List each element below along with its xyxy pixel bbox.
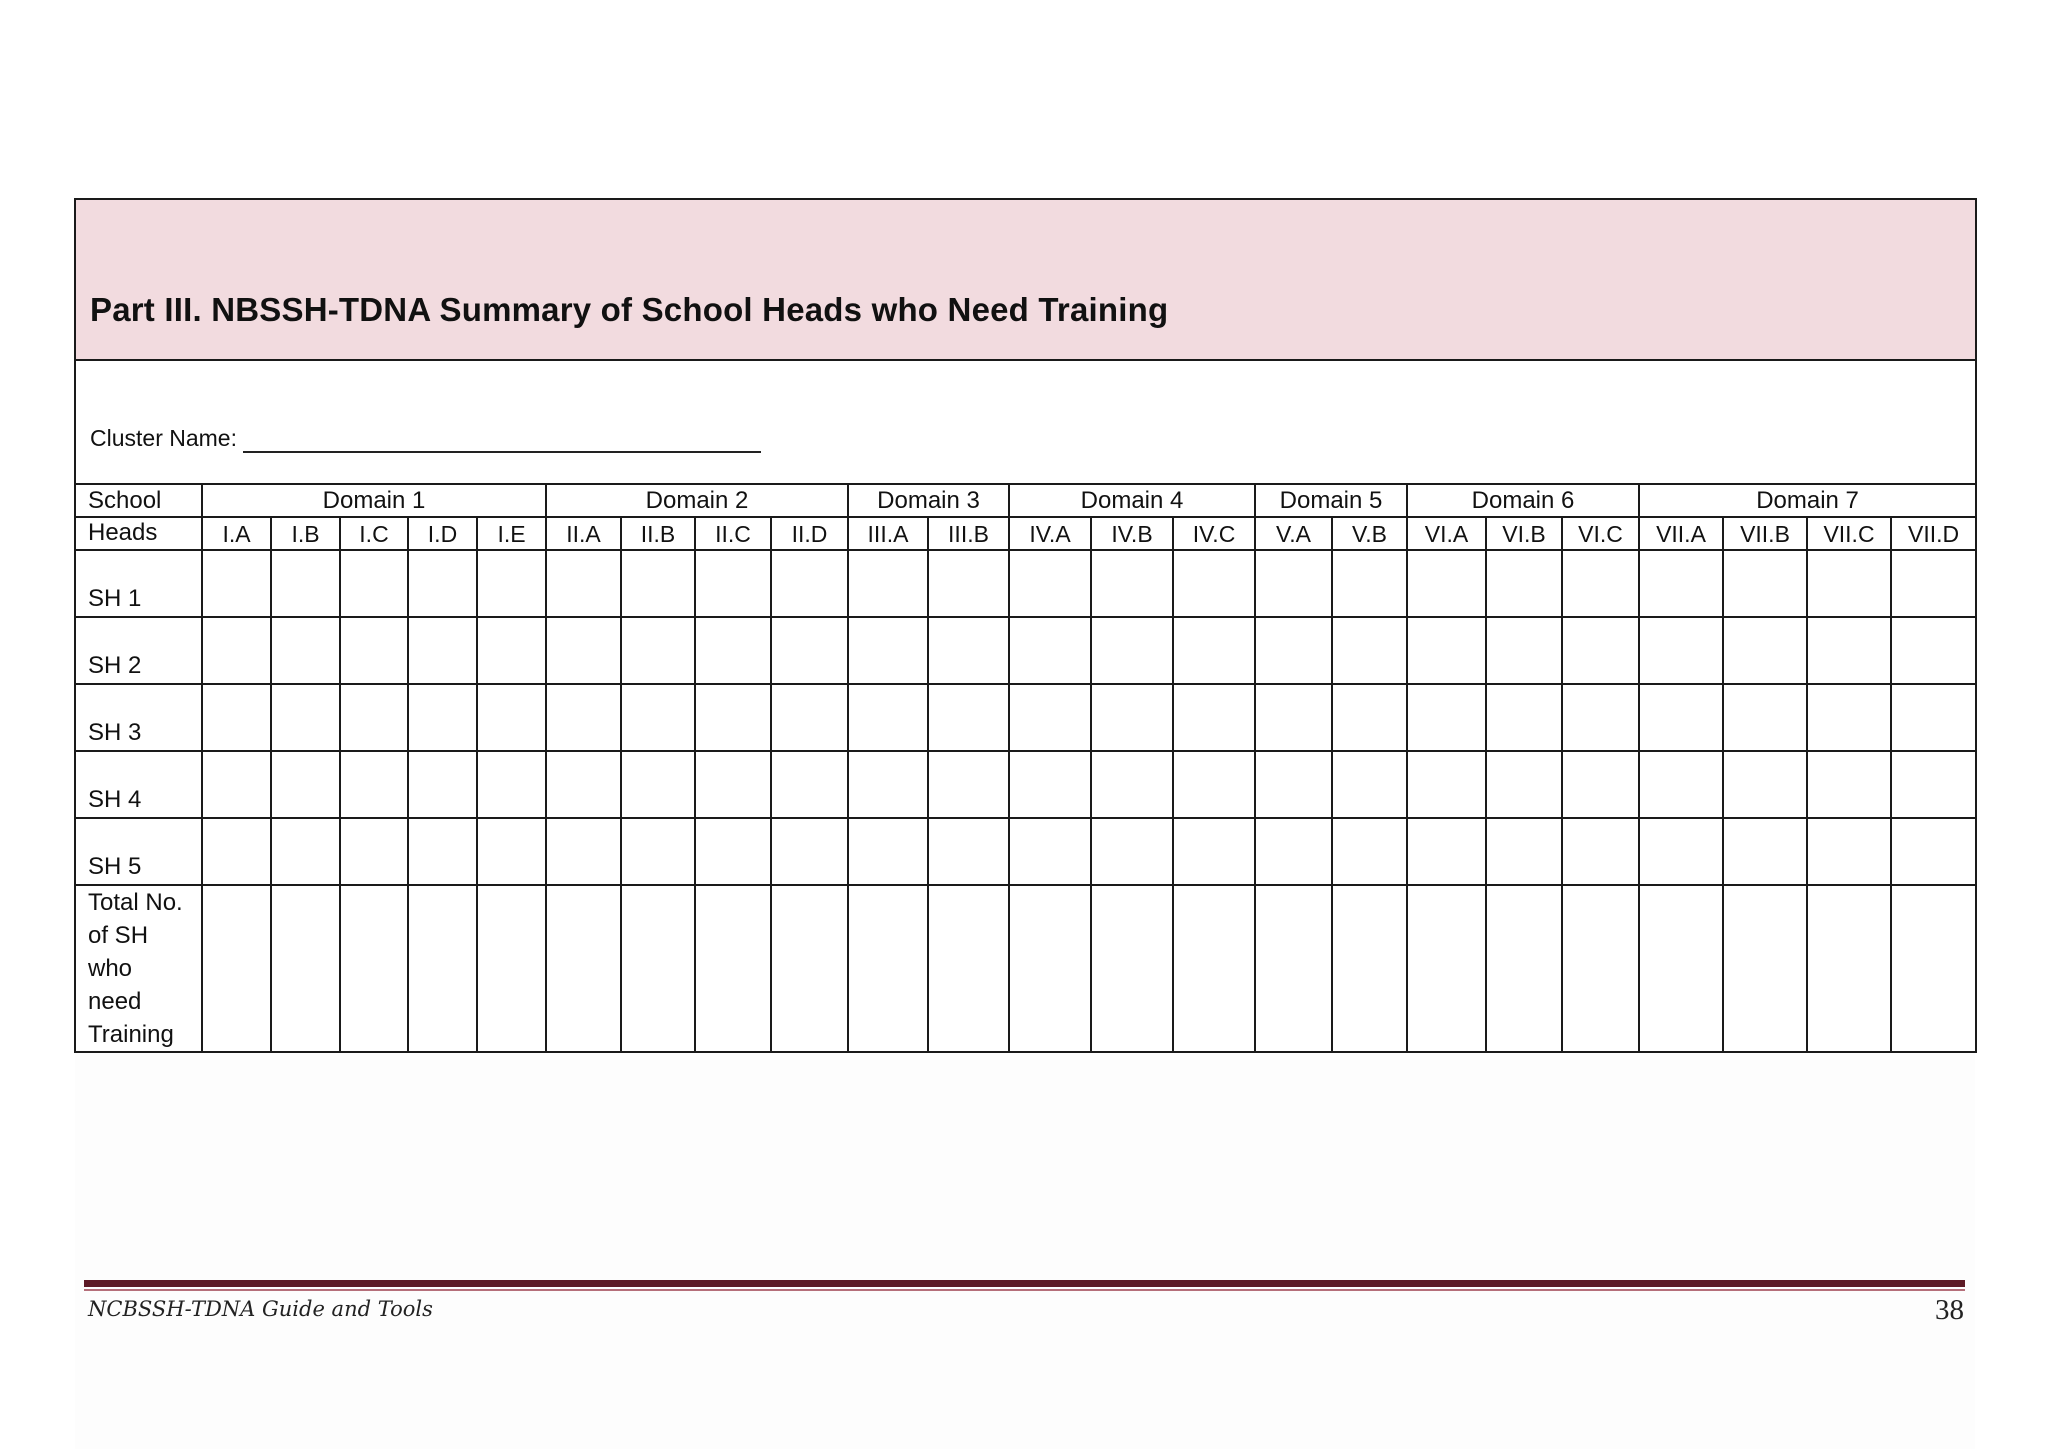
total-entry-cell[interactable] xyxy=(1486,885,1562,1052)
entry-cell[interactable] xyxy=(848,751,928,818)
entry-cell[interactable] xyxy=(1891,684,1976,751)
entry-cell[interactable] xyxy=(1255,550,1332,617)
table-row xyxy=(75,550,1976,617)
total-label xyxy=(75,885,202,1052)
entry-cell[interactable] xyxy=(928,684,1009,751)
total-label-line: who xyxy=(88,955,133,982)
competency-code-header: I.C xyxy=(340,517,408,550)
entry-cell[interactable] xyxy=(1407,751,1486,818)
cluster-name-row xyxy=(75,360,1976,484)
competency-code-header: II.A xyxy=(546,517,621,550)
entry-cell[interactable] xyxy=(408,818,477,885)
total-entry-cell[interactable] xyxy=(1891,885,1976,1052)
entry-cell[interactable] xyxy=(1486,684,1562,751)
school-head-label: SH 1 xyxy=(75,550,202,617)
entry-cell[interactable] xyxy=(1255,818,1332,885)
competency-code-header: VII.A xyxy=(1639,517,1723,550)
total-entry-cell[interactable] xyxy=(1723,885,1807,1052)
total-entry-cell[interactable] xyxy=(621,885,695,1052)
entry-cell[interactable] xyxy=(546,818,621,885)
entry-cell[interactable] xyxy=(477,751,546,818)
competency-code-header: V.B xyxy=(1332,517,1407,550)
entry-cell[interactable] xyxy=(1562,818,1639,885)
total-entry-cell[interactable] xyxy=(1639,885,1723,1052)
entry-cell[interactable] xyxy=(1891,818,1976,885)
entry-cell[interactable] xyxy=(1723,751,1807,818)
entry-cell[interactable] xyxy=(546,550,621,617)
entry-cell[interactable] xyxy=(1407,818,1486,885)
entry-cell[interactable] xyxy=(771,550,848,617)
entry-cell[interactable] xyxy=(1332,751,1407,818)
competency-code-header: VI.B xyxy=(1486,517,1562,550)
entry-cell[interactable] xyxy=(1009,818,1091,885)
competency-code-header: VII.C xyxy=(1807,517,1891,550)
total-entry-cell[interactable] xyxy=(1807,885,1891,1052)
entry-cell[interactable] xyxy=(1009,684,1091,751)
total-label-line: need xyxy=(88,988,142,1015)
entry-cell[interactable] xyxy=(1332,617,1407,684)
entry-cell[interactable] xyxy=(1562,751,1639,818)
entry-cell[interactable] xyxy=(1091,684,1173,751)
domain-header: Domain 6 xyxy=(1407,484,1639,517)
entry-cell[interactable] xyxy=(1891,550,1976,617)
total-entry-cell[interactable] xyxy=(546,885,621,1052)
competency-code-header: VI.A xyxy=(1407,517,1486,550)
table-row xyxy=(75,617,1976,684)
total-entry-cell[interactable] xyxy=(1407,885,1486,1052)
total-entry-cell[interactable] xyxy=(1255,885,1332,1052)
entry-cell[interactable] xyxy=(695,684,771,751)
entry-cell[interactable] xyxy=(771,818,848,885)
entry-cell[interactable] xyxy=(1562,684,1639,751)
entry-cell[interactable] xyxy=(477,550,546,617)
entry-cell[interactable] xyxy=(1407,617,1486,684)
domain-header: Domain 1 xyxy=(202,484,546,517)
school-head-label: SH 5 xyxy=(75,818,202,885)
total-entry-cell[interactable] xyxy=(1562,885,1639,1052)
page-background xyxy=(75,1050,1975,1449)
entry-cell[interactable] xyxy=(1807,550,1891,617)
entry-cell[interactable] xyxy=(340,550,408,617)
entry-cell[interactable] xyxy=(202,617,271,684)
summary-table xyxy=(74,198,1977,1053)
entry-cell[interactable] xyxy=(621,550,695,617)
entry-cell[interactable] xyxy=(1639,751,1723,818)
entry-cell[interactable] xyxy=(271,751,340,818)
total-label-line: Total No. xyxy=(88,889,183,916)
entry-cell[interactable] xyxy=(271,617,340,684)
competency-code-header: II.D xyxy=(771,517,848,550)
table-row xyxy=(75,818,1976,885)
competency-code-header: IV.B xyxy=(1091,517,1173,550)
school-heads-header-line1: School xyxy=(75,484,202,517)
entry-cell[interactable] xyxy=(408,751,477,818)
entry-cell[interactable] xyxy=(1091,751,1173,818)
domain-header: Domain 4 xyxy=(1009,484,1255,517)
entry-cell[interactable] xyxy=(1173,751,1255,818)
competency-code-header: III.A xyxy=(848,517,928,550)
entry-cell[interactable] xyxy=(621,818,695,885)
entry-cell[interactable] xyxy=(1562,550,1639,617)
total-entry-cell[interactable] xyxy=(271,885,340,1052)
entry-cell[interactable] xyxy=(695,550,771,617)
entry-cell[interactable] xyxy=(848,550,928,617)
entry-cell[interactable] xyxy=(1639,818,1723,885)
competency-code-header: II.B xyxy=(621,517,695,550)
entry-cell[interactable] xyxy=(340,617,408,684)
entry-cell[interactable] xyxy=(1173,818,1255,885)
entry-cell[interactable] xyxy=(1091,617,1173,684)
entry-cell[interactable] xyxy=(202,550,271,617)
competency-code-header: V.A xyxy=(1255,517,1332,550)
entry-cell[interactable] xyxy=(1723,684,1807,751)
competency-code-header: I.D xyxy=(408,517,477,550)
competency-code-header: VII.D xyxy=(1891,517,1976,550)
entry-cell[interactable] xyxy=(271,684,340,751)
total-entry-cell[interactable] xyxy=(848,885,928,1052)
entry-cell[interactable] xyxy=(695,751,771,818)
entry-cell[interactable] xyxy=(1486,550,1562,617)
entry-cell[interactable] xyxy=(1255,751,1332,818)
competency-code-header: VII.B xyxy=(1723,517,1807,550)
entry-cell[interactable] xyxy=(202,751,271,818)
entry-cell[interactable] xyxy=(271,550,340,617)
entry-cell[interactable] xyxy=(928,751,1009,818)
total-entry-cell[interactable] xyxy=(202,885,271,1052)
entry-cell[interactable] xyxy=(340,751,408,818)
entry-cell[interactable] xyxy=(848,818,928,885)
entry-cell[interactable] xyxy=(1723,818,1807,885)
total-entry-cell[interactable] xyxy=(928,885,1009,1052)
entry-cell[interactable] xyxy=(477,617,546,684)
entry-cell[interactable] xyxy=(771,684,848,751)
entry-cell[interactable] xyxy=(1486,617,1562,684)
total-entry-cell[interactable] xyxy=(695,885,771,1052)
total-entry-cell[interactable] xyxy=(408,885,477,1052)
footer-divider xyxy=(84,1280,1965,1287)
entry-cell[interactable] xyxy=(1009,617,1091,684)
entry-cell[interactable] xyxy=(695,818,771,885)
entry-cell[interactable] xyxy=(771,617,848,684)
footer-doc-title: NCBSSH-TDNA Guide and Tools xyxy=(88,1297,433,1321)
total-entry-cell[interactable] xyxy=(340,885,408,1052)
footer-divider-thin xyxy=(84,1289,1965,1291)
entry-cell[interactable] xyxy=(202,684,271,751)
domain-header: Domain 5 xyxy=(1255,484,1407,517)
total-entry-cell[interactable] xyxy=(1332,885,1407,1052)
cluster-name-field[interactable] xyxy=(243,427,761,453)
entry-cell[interactable] xyxy=(1891,617,1976,684)
competency-code-header: II.C xyxy=(695,517,771,550)
competency-code-header: I.E xyxy=(477,517,546,550)
entry-cell[interactable] xyxy=(1332,550,1407,617)
entry-cell[interactable] xyxy=(1723,550,1807,617)
entry-cell[interactable] xyxy=(848,684,928,751)
entry-cell[interactable] xyxy=(1173,550,1255,617)
form-title: Part III. NBSSH-TDNA Summary of School Heads who Need Training xyxy=(75,199,1976,360)
entry-cell[interactable] xyxy=(271,818,340,885)
entry-cell[interactable] xyxy=(546,684,621,751)
school-heads-header-line2: Heads xyxy=(75,517,202,550)
cluster-name-label: Cluster Name: xyxy=(90,425,237,451)
entry-cell[interactable] xyxy=(1807,617,1891,684)
entry-cell[interactable] xyxy=(546,617,621,684)
entry-cell[interactable] xyxy=(1486,751,1562,818)
entry-cell[interactable] xyxy=(1173,617,1255,684)
school-head-label: SH 2 xyxy=(75,617,202,684)
entry-cell[interactable] xyxy=(408,617,477,684)
entry-cell[interactable] xyxy=(1639,550,1723,617)
entry-cell[interactable] xyxy=(477,818,546,885)
entry-cell[interactable] xyxy=(408,684,477,751)
table-row xyxy=(75,684,1976,751)
competency-code-header: I.A xyxy=(202,517,271,550)
entry-cell[interactable] xyxy=(771,751,848,818)
total-entry-cell[interactable] xyxy=(1173,885,1255,1052)
total-label-line: Training xyxy=(88,1021,174,1048)
entry-cell[interactable] xyxy=(202,818,271,885)
entry-cell[interactable] xyxy=(1009,550,1091,617)
school-head-label: SH 4 xyxy=(75,751,202,818)
entry-cell[interactable] xyxy=(1807,684,1891,751)
entry-cell[interactable] xyxy=(621,617,695,684)
school-head-label: SH 3 xyxy=(75,684,202,751)
entry-cell[interactable] xyxy=(928,818,1009,885)
entry-cell[interactable] xyxy=(1009,751,1091,818)
entry-cell[interactable] xyxy=(1639,684,1723,751)
entry-cell[interactable] xyxy=(1332,684,1407,751)
entry-cell[interactable] xyxy=(1486,818,1562,885)
domain-header: Domain 3 xyxy=(848,484,1009,517)
entry-cell[interactable] xyxy=(477,684,546,751)
entry-cell[interactable] xyxy=(408,550,477,617)
page-number: 38 xyxy=(1935,1294,1964,1326)
entry-cell[interactable] xyxy=(1407,684,1486,751)
domain-header: Domain 7 xyxy=(1639,484,1976,517)
total-entry-cell[interactable] xyxy=(1091,885,1173,1052)
entry-cell[interactable] xyxy=(848,617,928,684)
total-entry-cell[interactable] xyxy=(771,885,848,1052)
entry-cell[interactable] xyxy=(1562,617,1639,684)
entry-cell[interactable] xyxy=(340,818,408,885)
competency-code-header: I.B xyxy=(271,517,340,550)
competency-code-header: III.B xyxy=(928,517,1009,550)
table-row xyxy=(75,751,1976,818)
total-row xyxy=(75,885,1976,1052)
competency-code-header: IV.C xyxy=(1173,517,1255,550)
entry-cell[interactable] xyxy=(1891,751,1976,818)
total-entry-cell[interactable] xyxy=(1009,885,1091,1052)
total-entry-cell[interactable] xyxy=(477,885,546,1052)
entry-cell[interactable] xyxy=(1332,818,1407,885)
entry-cell[interactable] xyxy=(695,617,771,684)
entry-cell[interactable] xyxy=(928,550,1009,617)
total-label-line: of SH xyxy=(88,922,149,949)
entry-cell[interactable] xyxy=(340,684,408,751)
entry-cell[interactable] xyxy=(1723,617,1807,684)
entry-cell[interactable] xyxy=(546,751,621,818)
entry-cell[interactable] xyxy=(1807,818,1891,885)
entry-cell[interactable] xyxy=(1091,550,1173,617)
domain-header: Domain 2 xyxy=(546,484,848,517)
entry-cell[interactable] xyxy=(621,684,695,751)
entry-cell[interactable] xyxy=(1091,818,1173,885)
entry-cell[interactable] xyxy=(1255,617,1332,684)
competency-code-header: VI.C xyxy=(1562,517,1639,550)
entry-cell[interactable] xyxy=(621,751,695,818)
entry-cell[interactable] xyxy=(1807,751,1891,818)
entry-cell[interactable] xyxy=(1407,550,1486,617)
entry-cell[interactable] xyxy=(1173,684,1255,751)
entry-cell[interactable] xyxy=(1639,617,1723,684)
competency-code-header: IV.A xyxy=(1009,517,1091,550)
entry-cell[interactable] xyxy=(928,617,1009,684)
entry-cell[interactable] xyxy=(1255,684,1332,751)
